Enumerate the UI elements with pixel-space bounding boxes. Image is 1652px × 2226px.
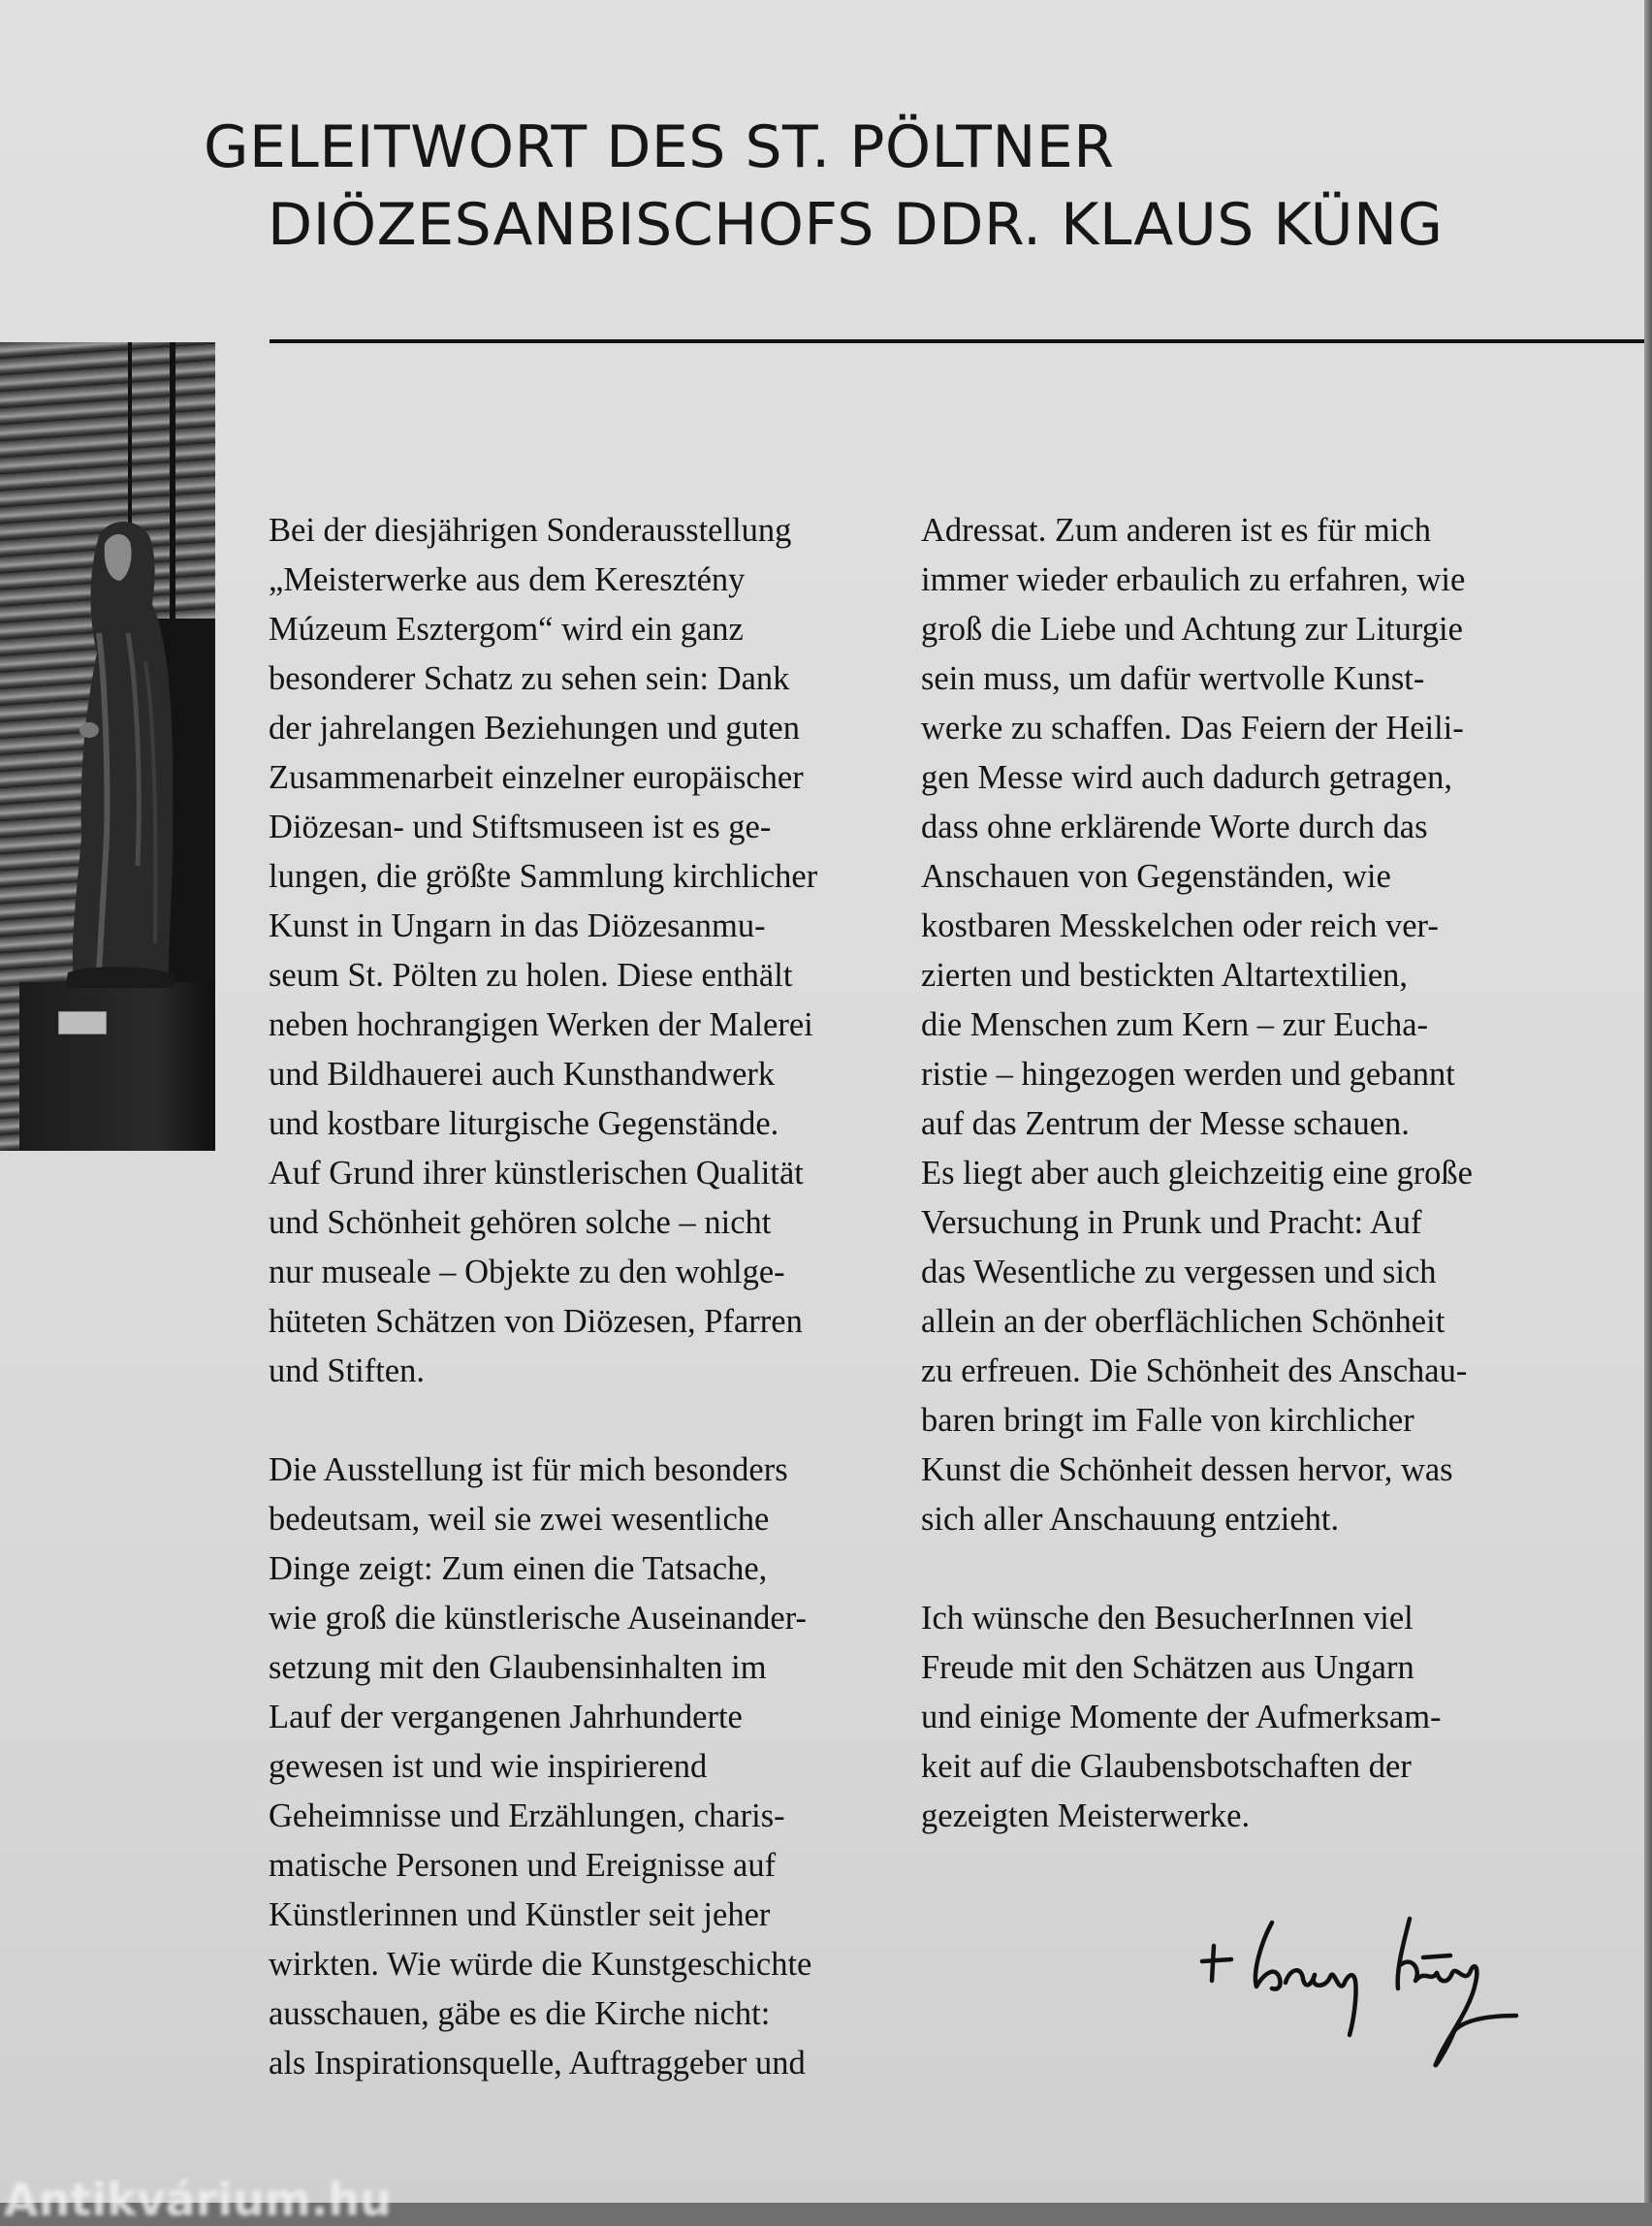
- watermark-text: Antikvárium.hu: [4, 2174, 392, 2226]
- text-line: Versuchung in Prunk und Pracht: Auf: [921, 1204, 1422, 1241]
- text-line: Kunst in Ungarn in das Diözesanmu-: [269, 907, 766, 944]
- text-line: zu erfreuen. Die Schönheit des Anschau-: [921, 1352, 1468, 1389]
- text-line: und kostbare liturgische Gegenstände.: [269, 1105, 779, 1142]
- title-line-1: GELEITWORT DES ST. PÖLTNER: [204, 113, 1115, 181]
- text-line: immer wieder erbaulich zu erfahren, wie: [921, 561, 1466, 598]
- text-line: lungen, die größte Sammlung kirchlicher: [269, 858, 818, 895]
- text-line: und Stiften.: [269, 1352, 425, 1389]
- paragraph-spacer: [921, 1544, 1473, 1594]
- text-line: dass ohne erklärende Worte durch das: [921, 809, 1428, 845]
- text-line: ristie – hingezogen werden und gebannt: [921, 1056, 1455, 1093]
- text-line: Geheimnisse und Erzählungen, charis-: [269, 1797, 785, 1834]
- text-line: besonderer Schatz zu sehen sein: Dank: [269, 660, 790, 697]
- madonna-statue-figure: [60, 517, 176, 992]
- text-line: Lauf der vergangenen Jahrhunderte: [269, 1699, 743, 1735]
- page-title: [204, 109, 1443, 264]
- text-line: die Menschen zum Kern – zur Eucha-: [921, 1006, 1429, 1043]
- text-line: Künstlerinnen und Künstler seit jeher: [269, 1896, 771, 1933]
- text-line: Anschauen von Gegenständen, wie: [921, 858, 1391, 895]
- text-line: Auf Grund ihrer künstlerischen Qualität: [269, 1155, 804, 1192]
- text-line: zierten und bestickten Altartextilien,: [921, 957, 1409, 994]
- text-line: werke zu schaffen. Das Feiern der Heili-: [921, 710, 1464, 747]
- text-line: auf das Zentrum der Messe schauen.: [921, 1105, 1410, 1142]
- text-line: Es liegt aber auch gleichzeitig eine große: [921, 1155, 1473, 1192]
- text-line: ausschauen, gäbe es die Kirche nicht:: [269, 1995, 771, 2032]
- statue-pedestal: [19, 982, 215, 1151]
- text-line: als Inspirationsquelle, Auftraggeber und: [269, 2045, 806, 2082]
- text-line: seum St. Pölten zu holen. Diese enthält: [269, 957, 793, 994]
- paragraph-closing-wish: [921, 1594, 1473, 1841]
- text-line: gezeigten Meisterwerke.: [921, 1797, 1251, 1834]
- text-line: Zusammenarbeit einzelner europäischer: [269, 759, 804, 796]
- text-line: baren bringt im Falle von kirchlicher: [921, 1402, 1414, 1439]
- text-line: allein an der oberflächlichen Schönheit: [921, 1303, 1446, 1340]
- text-line: sein muss, um dafür wertvolle Kunst-: [921, 660, 1425, 697]
- text-line: neben hochrangigen Werken der Malerei: [269, 1006, 813, 1043]
- text-line: und einige Momente der Aufmerksam-: [921, 1699, 1442, 1735]
- paragraph-liturgy: [921, 506, 1473, 1544]
- text-line: gewesen ist und wie inspirierend: [269, 1748, 708, 1785]
- paragraph-spacer: [269, 1396, 817, 1446]
- text-line: hüteten Schätzen von Diözesen, Pfarren: [269, 1303, 803, 1340]
- bishop-signature: [1163, 1915, 1532, 2089]
- text-line: der jahrelangen Beziehungen und guten: [269, 710, 800, 747]
- text-line: keit auf die Glaubensbotschaften der: [921, 1748, 1412, 1785]
- text-line: kostbaren Messkelchen oder reich ver-: [921, 907, 1439, 944]
- text-column-right: [921, 506, 1473, 1841]
- text-line: Ich wünsche den BesucherInnen viel: [921, 1600, 1414, 1637]
- pedestal-label-plaque: [58, 1011, 107, 1034]
- text-line: Kunst die Schönheit dessen hervor, was: [921, 1451, 1453, 1488]
- paragraph-exhibition: [269, 1446, 817, 2088]
- page-edge-shadow: [1644, 0, 1652, 2203]
- text-line: bedeutsam, weil sie zwei wesentliche: [269, 1501, 770, 1538]
- text-line: nur museale – Objekte zu den wohlge-: [269, 1254, 785, 1290]
- text-line: wie groß die künstlerische Auseinander-: [269, 1600, 807, 1637]
- text-line: „Meisterwerke aus dem Keresztény: [269, 561, 746, 598]
- title-line-2: DIÖZESANBISCHOFS DDR. KLAUS KÜNG: [268, 191, 1444, 259]
- text-line: Die Ausstellung ist für mich besonders: [269, 1451, 788, 1488]
- text-column-left: [269, 506, 817, 2088]
- text-line: sich aller Anschauung entzieht.: [921, 1501, 1340, 1538]
- text-line: Diözesan- und Stiftsmuseen ist es ge-: [269, 809, 772, 845]
- statue-photo: [0, 342, 215, 1151]
- text-line: Múzeum Esztergom“ wird ein ganz: [269, 611, 744, 648]
- text-line: matische Personen und Ereignisse auf: [269, 1847, 777, 1884]
- text-line: und Bildhauerei auch Kunsthandwerk: [269, 1056, 776, 1093]
- text-line: Dinge zeigt: Zum einen die Tatsache,: [269, 1550, 768, 1587]
- text-line: groß die Liebe und Achtung zur Liturgie: [921, 611, 1463, 648]
- text-line: das Wesentliche zu vergessen und sich: [921, 1254, 1437, 1290]
- text-line: und Schönheit gehören solche – nicht: [269, 1204, 772, 1241]
- text-line: Bei der diesjährigen Sonderausstellung: [269, 512, 792, 549]
- text-line: gen Messe wird auch dadurch getragen,: [921, 759, 1452, 796]
- paragraph-intro: [269, 506, 817, 1396]
- title-rule-divider: [270, 339, 1645, 343]
- text-line: wirkten. Wie würde die Kunstgeschichte: [269, 1946, 812, 1983]
- text-line: setzung mit den Glaubensinhalten im: [269, 1649, 767, 1686]
- text-line: Adressat. Zum anderen ist es für mich: [921, 512, 1431, 549]
- text-line: Freude mit den Schätzen aus Ungarn: [921, 1649, 1414, 1686]
